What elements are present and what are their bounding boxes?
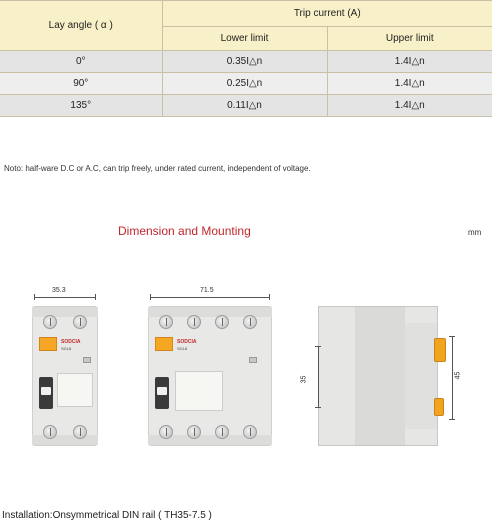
dimension-tick bbox=[315, 407, 321, 408]
side-body-center bbox=[355, 307, 405, 445]
trip-note: Noto: half-ware D.C or A.C, can trip freely, under rated current, independent of voltage. bbox=[4, 164, 311, 173]
dimension-tick bbox=[449, 419, 455, 420]
terminal-screw-icon bbox=[159, 425, 173, 439]
trip-current-table bbox=[0, 0, 492, 117]
trip-indicator-window bbox=[155, 337, 173, 351]
model-label: SGL8 bbox=[177, 346, 188, 351]
rating-plate bbox=[175, 371, 223, 411]
top-terminal-strip bbox=[32, 307, 98, 317]
upper-limit-header: Upper limit bbox=[327, 27, 492, 51]
lever-handle bbox=[157, 387, 167, 395]
angle-cell: 0° bbox=[0, 51, 162, 73]
upper-limit-cell: 1.4I△n bbox=[327, 51, 492, 73]
width-2p-dimension-line bbox=[34, 297, 96, 298]
terminal-screw-icon bbox=[159, 315, 173, 329]
operating-lever[interactable] bbox=[39, 377, 53, 409]
height-45-dimension-line bbox=[452, 336, 453, 420]
bottom-terminal-strip bbox=[32, 435, 98, 445]
side-lever-lower bbox=[434, 398, 444, 416]
terminal-screw-icon bbox=[243, 425, 257, 439]
brand-logo: SODCIA bbox=[61, 339, 81, 345]
breaker-2p-front bbox=[32, 306, 98, 446]
breaker-side-view bbox=[318, 306, 438, 446]
height-45-label: 45 bbox=[454, 371, 462, 380]
rating-plate bbox=[57, 373, 93, 407]
section-title: Dimension and Mounting bbox=[118, 224, 251, 238]
test-button[interactable] bbox=[249, 357, 257, 363]
trip-indicator-window bbox=[39, 337, 57, 351]
dimension-tick bbox=[269, 294, 270, 300]
lower-limit-cell: 0.35I△n bbox=[162, 51, 327, 73]
width-4p-dimension-line bbox=[150, 297, 270, 298]
lay-angle-header: Lay angle ( α ) bbox=[0, 1, 162, 51]
dimension-tick bbox=[34, 294, 35, 300]
width-2p-label: 35.3 bbox=[52, 287, 66, 294]
test-button[interactable] bbox=[83, 357, 91, 363]
angle-cell: 90° bbox=[0, 73, 162, 95]
breaker-4p-front bbox=[148, 306, 272, 446]
terminal-screw-icon bbox=[43, 315, 57, 329]
lower-limit-header: Lower limit bbox=[162, 27, 327, 51]
terminal-screw-icon bbox=[215, 425, 229, 439]
upper-limit-cell: 1.4I△n bbox=[327, 95, 492, 117]
terminal-screw-icon bbox=[215, 315, 229, 329]
installation-note: Installation:Onsymmetrical DIN rail ( TH35-7.5 ) bbox=[2, 510, 212, 521]
lower-limit-cell: 0.11I△n bbox=[162, 95, 327, 117]
terminal-screw-icon bbox=[73, 315, 87, 329]
brand-logo: SODCIA bbox=[177, 339, 197, 345]
depth-35-dimension-line bbox=[318, 346, 319, 408]
terminal-screw-icon bbox=[243, 315, 257, 329]
operating-lever[interactable] bbox=[155, 377, 169, 409]
table-row bbox=[0, 95, 492, 117]
table-row bbox=[0, 73, 492, 95]
lower-limit-cell: 0.25I△n bbox=[162, 73, 327, 95]
terminal-screw-icon bbox=[73, 425, 87, 439]
upper-limit-cell: 1.4I△n bbox=[327, 73, 492, 95]
width-4p-label: 71.5 bbox=[200, 287, 214, 294]
model-label: SGL8 bbox=[61, 346, 72, 351]
dimension-tick bbox=[449, 336, 455, 337]
angle-cell: 135° bbox=[0, 95, 162, 117]
table-row bbox=[0, 51, 492, 73]
terminal-screw-icon bbox=[43, 425, 57, 439]
trip-current-header: Trip current (A) bbox=[162, 1, 492, 27]
depth-35-label: 35 bbox=[300, 375, 308, 384]
terminal-screw-icon bbox=[187, 315, 201, 329]
dimension-tick bbox=[315, 346, 321, 347]
terminal-screw-icon bbox=[187, 425, 201, 439]
side-lever bbox=[434, 338, 446, 362]
unit-label: mm bbox=[468, 228, 482, 237]
dimension-tick bbox=[150, 294, 151, 300]
side-body-front bbox=[405, 323, 437, 429]
dimension-tick bbox=[95, 294, 96, 300]
lever-handle bbox=[41, 387, 51, 395]
